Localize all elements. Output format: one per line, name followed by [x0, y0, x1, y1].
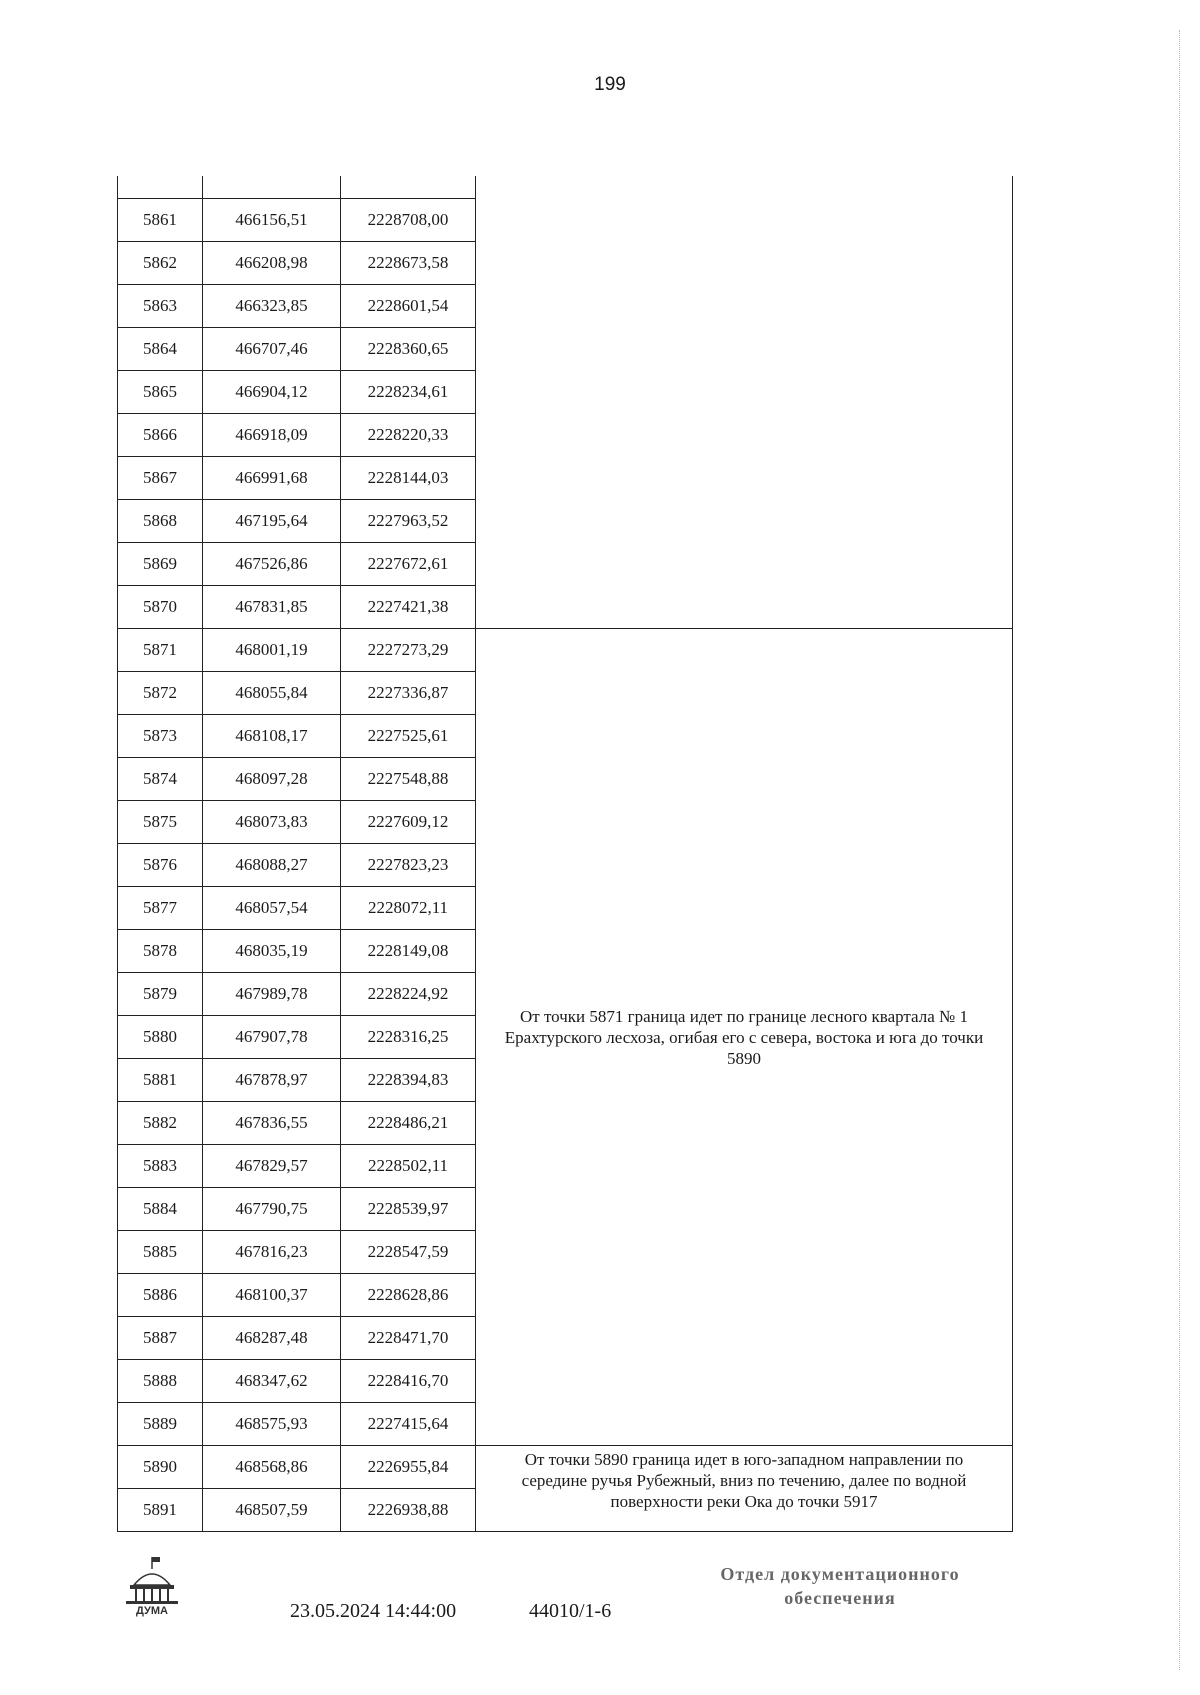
point-x-cell: 468035,19	[203, 930, 341, 973]
point-num-cell: 5864	[118, 328, 203, 371]
point-num-cell: 5873	[118, 715, 203, 758]
point-y-cell: 2228502,11	[341, 1145, 476, 1188]
point-y-cell: 2228394,83	[341, 1059, 476, 1102]
point-num-cell: 5874	[118, 758, 203, 801]
table-header-stub	[118, 176, 1013, 199]
point-num-cell: 5880	[118, 1016, 203, 1059]
point-num-cell: 5872	[118, 672, 203, 715]
point-y-cell: 2228486,21	[341, 1102, 476, 1145]
point-x-cell: 468097,28	[203, 758, 341, 801]
point-x-cell: 467829,57	[203, 1145, 341, 1188]
point-x-cell: 468575,93	[203, 1403, 341, 1446]
point-num-cell: 5881	[118, 1059, 203, 1102]
point-y-cell: 2227421,38	[341, 586, 476, 629]
point-x-cell: 466918,09	[203, 414, 341, 457]
point-num-cell: 5890	[118, 1446, 203, 1489]
description-cell-5871: От точки 5871 граница идет по границе лесного квартала № 1 Ерахтурского лесхоза, огибая его с севера, востока и юга до точки 5890	[476, 629, 1013, 1446]
point-num-cell: 5863	[118, 285, 203, 328]
page-number: 199	[594, 74, 626, 95]
point-num-cell: 5891	[118, 1489, 203, 1532]
point-num-cell: 5884	[118, 1188, 203, 1231]
point-x-cell: 466156,51	[203, 199, 341, 242]
point-y-cell: 2228220,33	[341, 414, 476, 457]
description-cell-5890: От точки 5890 граница идет в юго-западном направлении по середине ручья Рубежный, вниз по течению, далее по водной поверхности реки Ока до точки 5917	[476, 1446, 1013, 1532]
point-x-cell: 467526,86	[203, 543, 341, 586]
point-num-cell: 5889	[118, 1403, 203, 1446]
point-y-cell: 2228224,92	[341, 973, 476, 1016]
stamp-line-2: обеспечения	[784, 1588, 896, 1608]
point-y-cell: 2226955,84	[341, 1446, 476, 1489]
footer-datetime: 23.05.2024 14:44:00	[290, 1600, 457, 1622]
table-row	[118, 629, 1013, 672]
point-num-cell: 5887	[118, 1317, 203, 1360]
point-x-cell: 468001,19	[203, 629, 341, 672]
point-num-cell: 5878	[118, 930, 203, 973]
point-y-cell: 2228316,25	[341, 1016, 476, 1059]
department-stamp	[700, 1562, 980, 1610]
point-num-cell: 5879	[118, 973, 203, 1016]
table-row	[118, 1446, 1013, 1489]
point-y-cell: 2228708,00	[341, 199, 476, 242]
point-x-cell: 466904,12	[203, 371, 341, 414]
point-y-cell: 2228547,59	[341, 1231, 476, 1274]
point-x-cell: 467878,97	[203, 1059, 341, 1102]
point-x-cell: 467790,75	[203, 1188, 341, 1231]
point-num-cell: 5867	[118, 457, 203, 500]
table-stub-cell	[476, 176, 1013, 199]
point-y-cell: 2228416,70	[341, 1360, 476, 1403]
point-x-cell: 468088,27	[203, 844, 341, 887]
table-row	[118, 199, 1013, 242]
point-x-cell: 468073,83	[203, 801, 341, 844]
point-x-cell: 467195,64	[203, 500, 341, 543]
point-num-cell: 5862	[118, 242, 203, 285]
footer-doc-code: 44010/1-6	[529, 1600, 612, 1622]
point-y-cell: 2228144,03	[341, 457, 476, 500]
point-y-cell: 2228673,58	[341, 242, 476, 285]
point-num-cell: 5865	[118, 371, 203, 414]
point-x-cell: 468108,17	[203, 715, 341, 758]
point-y-cell: 2227525,61	[341, 715, 476, 758]
point-y-cell: 2228360,65	[341, 328, 476, 371]
point-y-cell: 2227672,61	[341, 543, 476, 586]
point-num-cell: 5871	[118, 629, 203, 672]
point-num-cell: 5885	[118, 1231, 203, 1274]
point-y-cell: 2226938,88	[341, 1489, 476, 1532]
point-y-cell: 2227273,29	[341, 629, 476, 672]
point-y-cell: 2227963,52	[341, 500, 476, 543]
point-x-cell: 466991,68	[203, 457, 341, 500]
point-y-cell: 2228539,97	[341, 1188, 476, 1231]
point-y-cell: 2227415,64	[341, 1403, 476, 1446]
point-num-cell: 5866	[118, 414, 203, 457]
point-y-cell: 2228234,61	[341, 371, 476, 414]
point-x-cell: 467989,78	[203, 973, 341, 1016]
point-x-cell: 468287,48	[203, 1317, 341, 1360]
point-y-cell: 2228149,08	[341, 930, 476, 973]
stamp-line-1: Отдел документационного	[720, 1564, 960, 1584]
coordinates-table	[117, 176, 1013, 1532]
point-y-cell: 2227823,23	[341, 844, 476, 887]
point-y-cell: 2228072,11	[341, 887, 476, 930]
table-stub-cell	[341, 176, 476, 199]
point-x-cell: 468100,37	[203, 1274, 341, 1317]
point-x-cell: 467907,78	[203, 1016, 341, 1059]
point-x-cell: 467831,85	[203, 586, 341, 629]
point-num-cell: 5883	[118, 1145, 203, 1188]
point-y-cell: 2227609,12	[341, 801, 476, 844]
point-num-cell: 5888	[118, 1360, 203, 1403]
point-num-cell: 5886	[118, 1274, 203, 1317]
point-y-cell: 2228471,70	[341, 1317, 476, 1360]
point-num-cell: 5861	[118, 199, 203, 242]
point-y-cell: 2227548,88	[341, 758, 476, 801]
description-cell-previous	[476, 199, 1013, 629]
point-x-cell: 468055,84	[203, 672, 341, 715]
svg-text:ДУМА: ДУМА	[136, 1605, 168, 1617]
point-num-cell: 5877	[118, 887, 203, 930]
point-num-cell: 5876	[118, 844, 203, 887]
point-y-cell: 2228628,86	[341, 1274, 476, 1317]
table-stub-cell	[203, 176, 341, 199]
point-x-cell: 467836,55	[203, 1102, 341, 1145]
point-num-cell: 5870	[118, 586, 203, 629]
point-x-cell: 467816,23	[203, 1231, 341, 1274]
point-x-cell: 468057,54	[203, 887, 341, 930]
point-num-cell: 5882	[118, 1102, 203, 1145]
table-stub-cell	[118, 176, 203, 199]
point-y-cell: 2228601,54	[341, 285, 476, 328]
point-x-cell: 468568,86	[203, 1446, 341, 1489]
duma-logo-icon	[124, 1555, 180, 1617]
point-x-cell: 468507,59	[203, 1489, 341, 1532]
point-x-cell: 466707,46	[203, 328, 341, 371]
point-num-cell: 5868	[118, 500, 203, 543]
point-x-cell: 466208,98	[203, 242, 341, 285]
point-x-cell: 466323,85	[203, 285, 341, 328]
point-y-cell: 2227336,87	[341, 672, 476, 715]
margin-marks	[1179, 30, 1192, 1670]
point-x-cell: 468347,62	[203, 1360, 341, 1403]
point-num-cell: 5875	[118, 801, 203, 844]
point-num-cell: 5869	[118, 543, 203, 586]
